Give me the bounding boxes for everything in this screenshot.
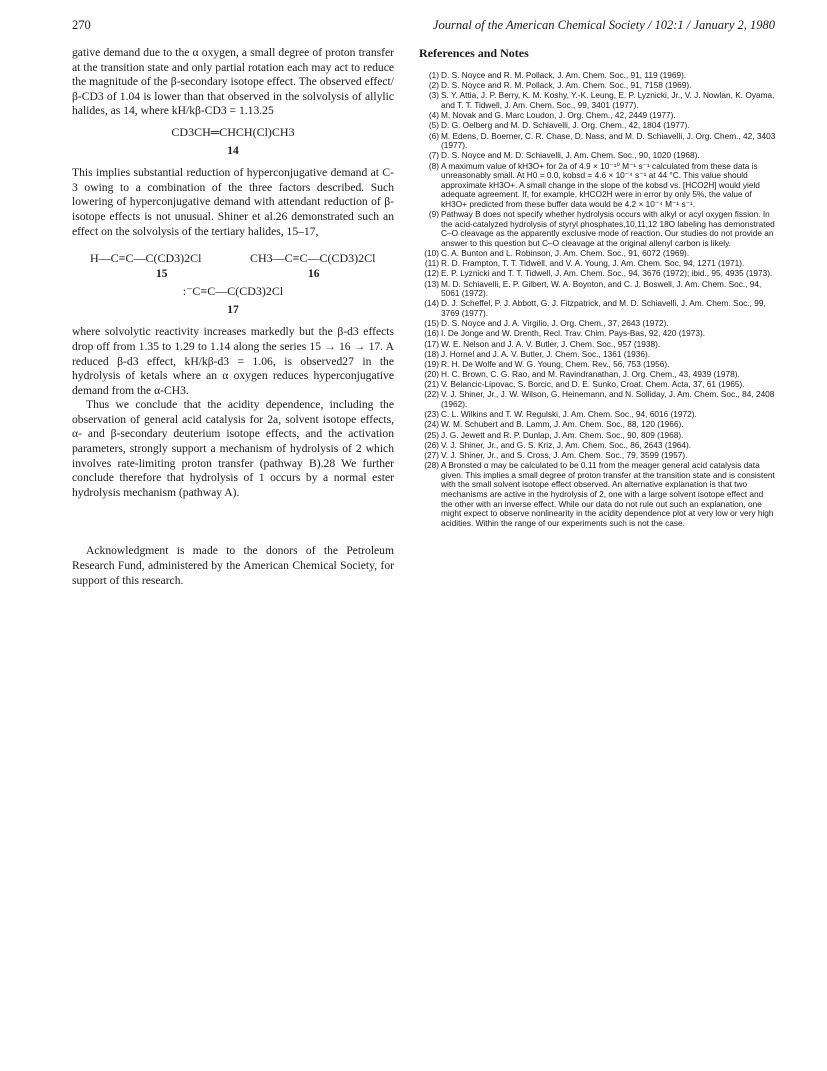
reference-text: W. E. Nelson and J. A. V. Butler, J. Chem. Soc., 957 (1938). [441,338,661,349]
formula-row-15-16 [72,251,394,267]
reference-text: R. D. Frampton, T. T. Tidwell, and V. A. Young, J. Am. Chem. Soc, 94, 1271 (1971). [441,258,745,269]
reference-item [419,121,777,131]
reference-item [419,280,777,299]
reference-text: V. Belancic-Lipovac, S. Borcic, and D. E. Sunko, Croat. Chem. Acta, 37, 61 (1965). [441,379,745,390]
reference-item [419,269,777,279]
reference-item [419,132,777,151]
reference-item [419,451,777,461]
reference-number: (28) [424,460,439,471]
reference-number: (3) [428,90,439,101]
reference-item [419,91,777,110]
journal-citation: Journal of the American Chemical Society / 102:1 / January 2, 1980 [432,18,775,32]
reference-text: V. J. Shiner, Jr., J. W. Wilson, G. Heinemann, and N. Solliday, J. Am. Chem. Soc., 84, 2408 (1962). [441,389,775,410]
formula-16: CH3—C≡C—C(CD3)2Cl [250,251,376,266]
references-column [419,46,777,529]
reference-item [419,162,777,210]
left-column [72,46,394,588]
compound-label-15: 15 [156,268,168,281]
reference-number: (21) [424,379,439,390]
reference-item [419,210,777,248]
reference-number: (27) [424,450,439,460]
formula-17: :⁻C≡C—C(CD3)2Cl [182,284,284,299]
reference-item [419,380,777,390]
reference-number: (18) [424,348,439,359]
reference-number: (25) [424,429,439,440]
references-list [419,71,777,528]
reference-text: C. A. Bunton and L. Robinson, J. Am. Chem. Soc., 91, 6072 (1969). [441,248,690,259]
body-paragraph: This implies substantial reduction of hyperconjugative demand at C-3 owing to a combination of the three factors described. Such lowering of hyperconjugative demand with attendant reduction of β-isotope effects is not unusual. Shiner et al.26 demonstrated such an effect on the solvolysis of the tertiary halides, 15–17, [72,166,394,238]
reference-text: D. S. Noyce and R. M. Pollack, J. Am. Chem. Soc., 91, 119 (1969). [441,70,687,80]
reference-number: (6) [428,130,439,141]
body-paragraph: Thus we conclude that the acidity dependence, including the observation of general acid catalysis for 2a, solvent isotope effects, α- and β-secondary deuterium isotope effects, and the activation parameters, strongly support a mechanism of hydrolysis of 2 which involves rate-limiting proton transfer (pathway B).28 We further conclude therefore that hydrolysis of 1 occurs by a normal ester hydrolysis mechanism (pathway A). [72,398,394,499]
reference-number: (5) [428,120,439,131]
reference-item [419,420,777,430]
reference-text: S. Y. Attia, J. P. Berry, K. M. Koshy, Y.-K. Leung, E. P. Lyznicki, Jr., V. J. Nowlan, K. Oyama, and T. T. Tidwell, J. Am. Chem. Soc., 99, 3401 (1977). [441,90,775,110]
reference-text: M. Edens, D. Boerner, C. R. Chase, D. Nass, and M. D. Schiavelli, J. Org. Chem., 42, 3403 (1977). [441,130,776,151]
reference-item [419,111,777,121]
reference-text: V. J. Shiner, Jr., and S. Cross, J. Am. Chem. Soc., 79, 3599 (1957). [441,450,688,460]
reference-item [419,71,777,81]
compound-label-16: 16 [308,268,320,281]
reference-number: (2) [428,80,439,91]
reference-item [419,329,777,339]
reference-text: M. D. Schiavelli, E. P. Gilbert, W. A. Boynton, and C. J. Boswell, J. Am. Chem. Soc., 94, 5061 (1972). [441,278,762,299]
compound-label-14: 14 [227,144,239,157]
reference-text: H. C. Brown, C. G. Rao, and M. Ravindranathan, J. Org. Chem., 43, 4939 (1978). [441,369,740,380]
compound-label-17: 17 [227,303,239,316]
reference-number: (4) [428,110,439,121]
reference-item [419,410,777,420]
reference-text: J. Hornel and J. A. V. Butler, J. Chem. Soc., 1361 (1936). [441,348,651,359]
reference-item [419,340,777,350]
body-paragraph: where solvolytic reactivity increases markedly but the β-d3 effects drop off from 1.35 to 1.29 to 1.14 along the series 15 → 16 → 17. A reduced β-d3 effect, kH/kβ-d3 = 1.06, is observed27 in the hydrolysis of ketals where an α oxygen reduces hyperconjugative demand from the α-CH3. [72,325,394,397]
formula-14: CD3CH═CHCH(Cl)CH3 [171,124,295,139]
reference-item [419,259,777,269]
reference-number: (9) [428,209,439,220]
reference-number: (7) [428,150,439,161]
page-number: 270 [72,18,91,32]
reference-text: A maximum value of kH3O+ for 2a of 4.9 × 10⁻¹⁰ M⁻¹ s⁻¹ calculated from these data is unreasonably small. At H0 = 0.0, kobsd = 4.6 × 10⁻⁴ s⁻¹ at 44 °C. This value should approximate kH3O+. A small change in the slope of the kobsd vs. [HCO2H] would yield adequate agreement. If, for example, kHCO2H were in error by only 5%, the value of kH3O+ predicted from these buffer data would be 4.2 × 10⁻⁴ M⁻¹ s⁻¹. [441,160,760,209]
reference-text: I. De Jonge and W. Drenth, Recl. Trav. Chim. Pays-Bas, 92, 420 (1973). [441,328,706,339]
reference-item [419,370,777,380]
label-row-15-16 [72,267,394,282]
reference-number: (16) [424,328,439,339]
references-heading: References and Notes [419,46,529,60]
reference-text: C. L. Wilkins and T. W. Regulski, J. Am. Chem. Soc., 94, 6016 (1972). [441,409,697,420]
reference-text: D. G. Oelberg and M. D. Schiavelli, J. Org. Chem., 42, 1804 (1977). [441,120,690,131]
reference-item [419,299,777,318]
reference-text: D. S. Noyce and J. A. Virgilio, J. Org. Chem., 37, 2643 (1972). [441,318,669,329]
reference-item [419,319,777,329]
reference-number: (20) [424,369,439,380]
page-header [72,18,775,38]
reference-item [419,350,777,360]
reference-number: (26) [424,439,439,450]
reference-number: (14) [424,298,439,309]
reference-number: (17) [424,338,439,349]
reference-number: (8) [428,160,439,171]
reference-number: (19) [424,358,439,369]
reference-number: (12) [424,268,439,279]
reference-text: D. J. Scheffel, P. J. Abbott, G. J. Fitzpatrick, and M. D. Schiavelli, J. Am. Chem. Soc., 99, 3769 (1977). [441,298,766,318]
body-paragraph: gative demand due to the α oxygen, a small degree of proton transfer at the transition state and only partial rotation each may act to reduce the magnitude of the β-secondary isotope effect. The observed effect/β-CD3 of 1.04 is lower than that observed in the solvolysis of allylic halides, as 14, where kH/kβ-CD3 = 1.13.25 [72,46,394,118]
reference-item [419,151,777,161]
reference-text: W. M. Schubert and B. Lamm, J. Am. Chem. Soc., 88, 120 (1966). [441,419,684,430]
reference-text: Pathway B does not specify whether hydrolysis occurs with alkyl or acyl oxygen fission. In the acid-catalyzed hydrolysis of styryl phosphates,10,11,12 18O labeling has demonstrated C–O cleavage as the apparently exclusive mode of reaction. Our studies do not provide an answer to this question but C–O cleavage at the original allenyl carbon is likely. [441,209,775,248]
reference-text: J. G. Jewett and R. P. Dunlap, J. Am. Chem. Soc., 90, 809 (1968). [441,429,684,440]
reference-number: (10) [424,248,439,259]
reference-item [419,360,777,370]
reference-number: (24) [424,419,439,430]
reference-item [419,81,777,91]
reference-number: (22) [424,389,439,400]
reference-item [419,461,777,528]
reference-text: D. S. Noyce and M. D. Schiavelli, J. Am. Chem. Soc., 90, 1020 (1968). [441,150,700,161]
reference-item [419,431,777,441]
reference-item [419,249,777,259]
reference-text: D. S. Noyce and R. M. Pollack, J. Am. Chem. Soc., 91, 7158 (1969). [441,80,692,91]
formula-15: H—C≡C—C(CD3)2Cl [90,251,202,266]
reference-text: V. J. Shiner, Jr., and G. S. Kriz, J. Am. Chem. Soc., 86, 2643 (1964). [441,439,692,450]
reference-text: M. Novak and G. Marc Loudon, J. Org. Chem., 42, 2449 (1977). [441,110,676,121]
acknowledgment: Acknowledgment is made to the donors of the Petroleum Research Fund, administered by the American Chemical Society, for support of this research. [72,544,394,587]
reference-number: (15) [424,318,439,329]
reference-number: (13) [424,278,439,289]
reference-item [419,441,777,451]
reference-item [419,390,777,409]
reference-text: R. H. De Wolfe and W. G. Young, Chem. Rev., 56, 753 (1956). [441,358,670,369]
reference-text: A Bronsted α may be calculated to be 0.11 from the meager general acid catalysis data given. This implies a small degree of proton transfer at the transition state and is consistent with the small solvent isotope effect observed. An alternative explanation is that two mechanisms are active in the hydrolysis of 2, one with a large solvent isotope effect and the other with an inverse effect. While our data do not rule out such an explanation, one might expect to observe nonlinearity in the acidity dependence plot at very low or very high acidities. Within the range of our experiments such is not the case. [441,460,775,528]
reference-number: (23) [424,409,439,420]
reference-number: (11) [424,258,439,269]
reference-number: (1) [428,70,439,80]
reference-text: E. P. Lyznicki and T. T. Tidwell, J. Am. Chem. Soc., 94, 3676 (1972); ibid., 95, 4935 (1973). [441,268,773,279]
